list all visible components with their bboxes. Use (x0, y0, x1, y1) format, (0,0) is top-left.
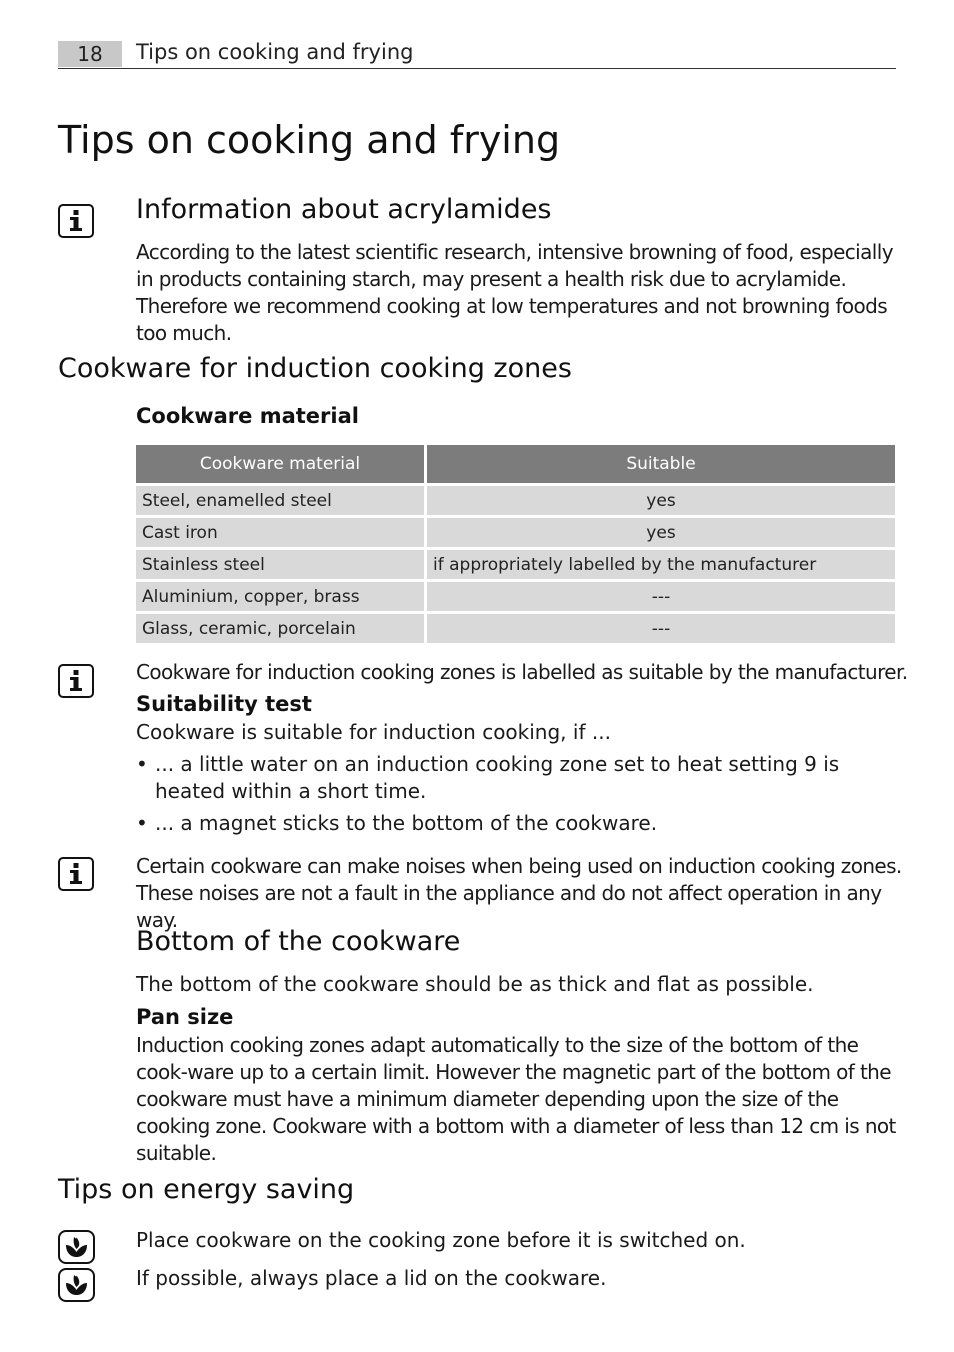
running-header: Tips on cooking and frying (136, 40, 414, 64)
info-icon (58, 664, 94, 698)
material-cell: Steel, enamelled steel (136, 486, 427, 515)
table-header-row (136, 445, 895, 483)
bullet-dot: • (136, 811, 148, 835)
material-cell: Aluminium, copper, brass (136, 582, 427, 611)
table-row (136, 486, 895, 515)
suitable-cell: yes (427, 518, 895, 547)
pan-size-text: Induction cooking zones adapt automatically to the size of the bottom of the cook-ware up to a certain limit. However the magnetic part of the bottom of the cookware must have a minimum diameter depending upon the size of the cooking zone. Cookware with a bottom with a diameter of less than 12 cm is not suitable. (136, 1033, 896, 1165)
list-item (136, 751, 888, 805)
bottom-text: The bottom of the cookware should be as thick and flat as possible. (136, 972, 814, 996)
page-number: 18 (58, 41, 122, 67)
column-header-material: Cookware material (136, 445, 427, 483)
bullet-text: ... a magnet sticks to the bottom of the cookware. (155, 811, 658, 835)
induction-note: Cookware for induction cooking zones is labelled as suitable by the manufacturer. (136, 660, 908, 684)
energy-leaf-icon (58, 1230, 95, 1264)
cookware-table (136, 442, 895, 646)
column-header-suitable: Suitable (427, 445, 895, 483)
bullet-dot: • (136, 752, 148, 776)
list-item (136, 810, 888, 837)
table-row (136, 614, 895, 643)
material-cell: Cast iron (136, 518, 427, 547)
energy-tip: If possible, always place a lid on the cookware. (136, 1266, 607, 1290)
energy-leaf-icon (58, 1268, 95, 1302)
suitable-cell: --- (427, 614, 895, 643)
pan-size-subheading: Pan size (136, 1005, 234, 1029)
acrylamides-text: According to the latest scientific research, intensive browning of food, especially in products containing starch, may present a health risk due to acrylamide. Therefore we recommend cooking at low temperatures and not browning foods too much. (136, 240, 893, 345)
suitable-cell: yes (427, 486, 895, 515)
section-heading-acrylamides: Information about acrylamides (136, 194, 552, 225)
section-heading-induction: Cookware for induction cooking zones (58, 353, 572, 384)
table-row (136, 518, 895, 547)
page-title: Tips on cooking and frying (58, 118, 561, 162)
table-row (136, 582, 895, 611)
table-row (136, 550, 895, 579)
material-cell: Glass, ceramic, porcelain (136, 614, 427, 643)
cookware-material-subheading: Cookware material (136, 404, 359, 428)
bullet-text: ... a little water on an induction cooking zone set to heat setting 9 is heated within a short time. (155, 752, 840, 803)
suitability-test-subheading: Suitability test (136, 692, 312, 716)
section-heading-bottom: Bottom of the cookware (136, 926, 461, 957)
suitable-cell: --- (427, 582, 895, 611)
suitable-cell: if appropriately labelled by the manufacturer (427, 550, 895, 579)
info-icon (58, 204, 94, 238)
section-heading-energy: Tips on energy saving (58, 1174, 355, 1205)
suitability-intro: Cookware is suitable for induction cooking, if ... (136, 720, 611, 744)
noise-note: Certain cookware can make noises when being used on induction cooking zones. These noises are not a fault in the appliance and do not affect operation in any way. (136, 854, 902, 932)
header-divider (58, 68, 896, 69)
energy-tip: Place cookware on the cooking zone before it is switched on. (136, 1228, 746, 1252)
material-cell: Stainless steel (136, 550, 427, 579)
info-icon (58, 857, 94, 891)
